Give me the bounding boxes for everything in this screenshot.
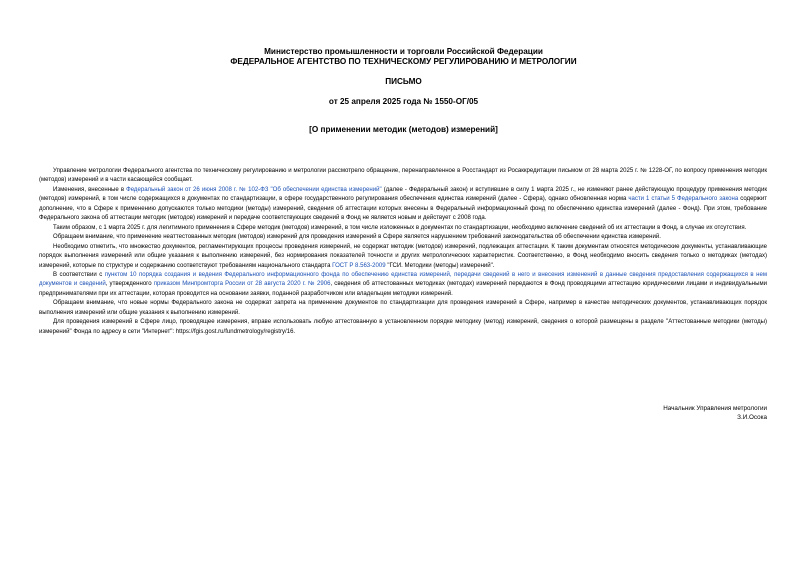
paragraph-5-text-b: "ГСИ. Методики (методы) измерений".: [385, 262, 495, 269]
gost-link[interactable]: ГОСТ Р 8.563-2009: [332, 262, 386, 269]
ministry-title: Министерство промышленности и торговли Российской Федерации: [264, 47, 543, 56]
paragraph-8: Для проведения измерений в Сфере лицо, проводящее измерения, вправе использовать любую аттестованную в установленном порядке методику (метод) измерений, сведения о которой размещены в разделе "Аттестованные методики (методы) измерений" Фонда по адресу в сети "Интернет": https://fgis.gost.ru/fundmetrology/registry/16.: [39, 319, 767, 335]
paragraph-2-text-a: Изменения, внесенные в: [53, 186, 127, 193]
paragraph-6-text-b: , утвержденного: [105, 281, 154, 288]
document-subject: [О применении методик (методов) измерений]: [309, 125, 498, 134]
paragraph-2-text-c: содержит дополнение, что в Сфере к применению допускаются только методики (методы) измерений, сведения об аттестации которых внесены в Федеральный информационный фонд по обеспечению единства измерений (далее - Фонд). При этом, требование Федерального закона об аттестации методик (методов) измерений и передаче соответствующих сведений в Фонд не является новым и действует с 2008 года.: [39, 196, 767, 222]
paragraph-6: [39, 271, 767, 299]
paragraph-4: Обращаем внимание, что применение неаттестованных методик (методов) измерений для проведения измерений в Сфере является нарушением требований законодательства об обеспечении единства измерений.: [53, 234, 661, 241]
paragraph-6-text-a: В соответствии с: [53, 271, 105, 278]
letter-body: [39, 167, 767, 337]
federal-law-link[interactable]: Федеральный закон от 26 июня 2008 г. № 102-ФЗ "Об обеспечении единства измерений": [126, 186, 382, 193]
fund-procedure-link[interactable]: пунктом 10 порядка создания и ведения Федерального информационного фонда по обеспечению единства измерений, передачи сведений в него и внесения изменений в данные сведения предоставления содержащихся в нем документов и сведений: [39, 271, 767, 288]
paragraph-5: [39, 243, 767, 271]
signatory-name: З.И.Осока: [737, 414, 767, 421]
paragraph-7: Обращаем внимание, что новые нормы Федерального закона не содержат запрета на применение документов по стандартизации для проведения измерений в Сфере, например в качестве методических документов, устанавливающих порядок выполнения измерений или общие указания к выполнению измерений.: [39, 300, 767, 316]
paragraph-5-text-a: Необходимо отметить, что множество документов, регламентирующих процессы проведения измерений, не содержат методик (методов) измерений, подлежащих аттестации. К таким документам относятся методические документы, устанавливающие порядок выполнения измерений или общие указания к выполнению измерений, без нормирования показателей точности и других метрологических характеристик. Соответственно, в Фонд необходимо вносить сведения только о методиках (методах) измерений, которые по структуре и содержанию соответствуют требованиям национального стандарта: [39, 243, 767, 269]
agency-title: ФЕДЕРАЛЬНОЕ АГЕНТСТВО ПО ТЕХНИЧЕСКОМУ РЕГУЛИРОВАНИЮ И МЕТРОЛОГИИ: [230, 57, 577, 66]
minpromtorg-order-link[interactable]: приказом Минпромторга России от 28 августа 2020 г. № 2906: [153, 281, 331, 288]
paragraph-2-text-b: (далее - Федеральный закон) и вступившие в силу 1 марта 2025 г., не изменяют ранее действующую процедуру применения методик (методов) измерений, в том числе содержащихся в документах по стандартизации, в сфере государственного регулирования обеспечения единства измерений (далее - Сфера), однако обновленная норма: [39, 186, 767, 203]
document-date-number: от 25 апреля 2025 года № 1550-ОГ/05: [328, 97, 479, 106]
paragraph-3: Таким образом, с 1 марта 2025 г. для легитимного применения в Сфере методик (методов) измерений, в том числе изложенных в документах по стандартизации, необходимо включение сведений об их аттестации в Фонд, в случае их отсутствия.: [53, 224, 747, 231]
signatory-position: Начальник Управления метрологии: [663, 405, 767, 412]
paragraph-2: [39, 186, 767, 224]
paragraph-6-text-c: , сведения об аттестованных методиках (методах) измерений передаются в Фонд проводящими аттестацию юридическими лицами и индивидуальными предпринимателями при их аттестации, которая проводится на основании заявки, поданной разработчиком или владельцем методики измерений.: [39, 281, 767, 297]
article-5-link[interactable]: части 1 статьи 5 Федерального закона: [628, 196, 739, 203]
document-type: ПИСЬМО: [385, 77, 422, 86]
paragraph-1: Управление метрологии Федерального агентства по техническому регулированию и метрологии рассмотрело обращение, перенаправленное в Росстандарт из Росаккредитации письмом от 28 марта 2025 г. № 1228-ОГ, по вопросу применения методик (методов) измерений и в части касающейся сообщает.: [39, 168, 767, 184]
